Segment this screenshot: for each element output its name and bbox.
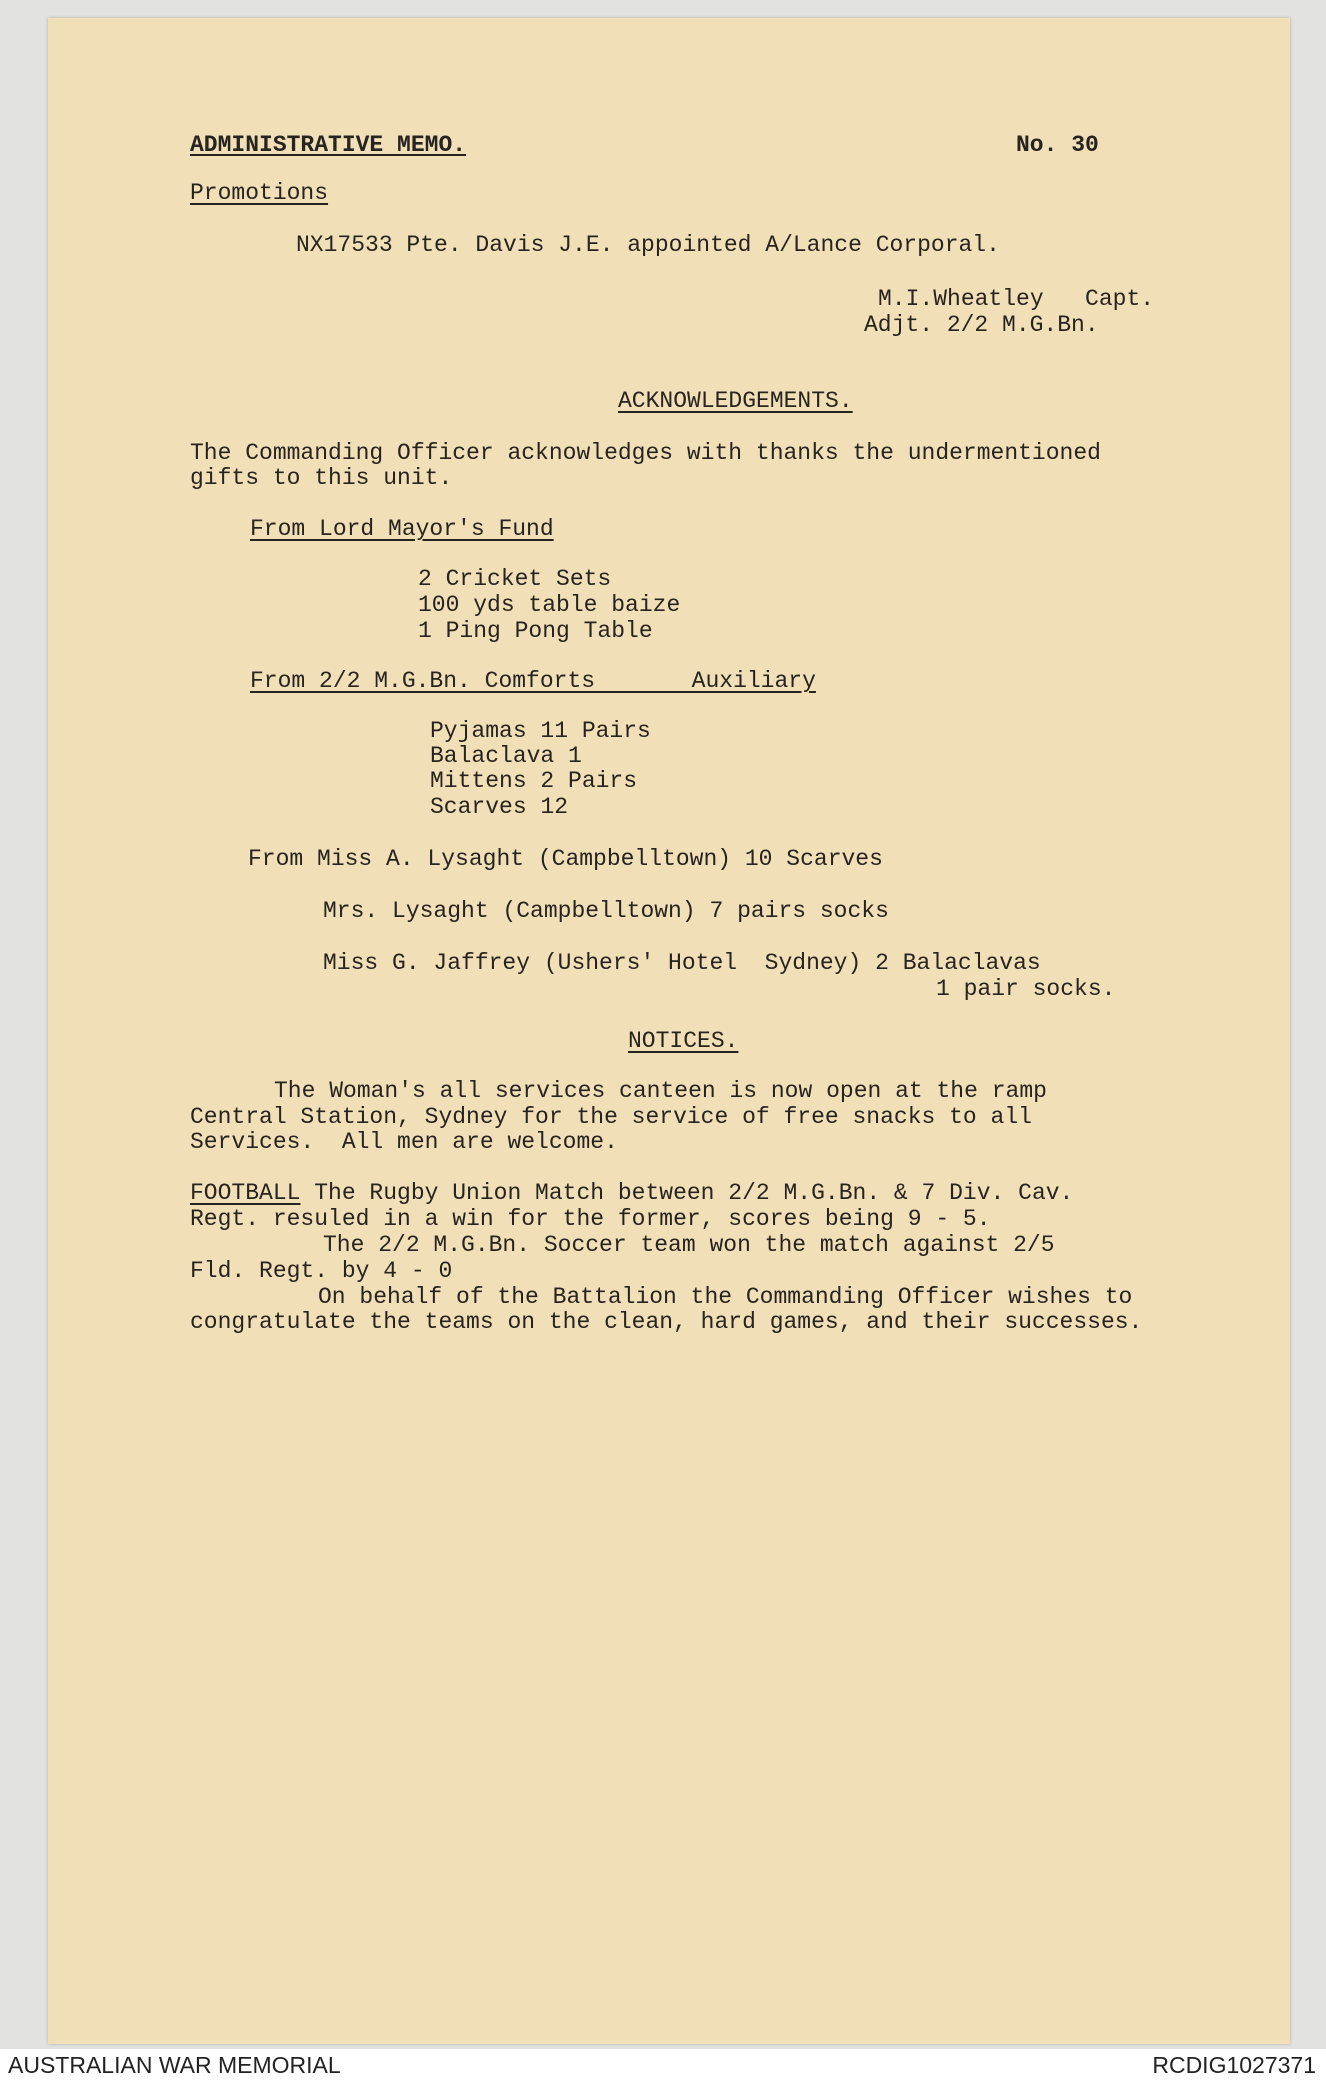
archive-footer bbox=[0, 2049, 1326, 2081]
football-notice-1 bbox=[190, 1180, 1073, 1206]
gift-item: 1 Ping Pong Table bbox=[418, 618, 653, 644]
football-text: The Rugby Union Match between 2/2 M.G.Bn. & 7 Div. Cav. bbox=[300, 1180, 1074, 1206]
lord-mayor-heading: From Lord Mayor's Fund bbox=[250, 516, 554, 542]
gift-lysaght-miss: From Miss A. Lysaght (Campbelltown) 10 Scarves bbox=[248, 846, 883, 872]
archive-reference: RCDIG1027371 bbox=[1152, 2052, 1316, 2078]
gift-lysaght-mrs: Mrs. Lysaght (Campbelltown) 7 pairs socks bbox=[323, 898, 889, 924]
football-notice-6: congratulate the teams on the clean, hard games, and their successes. bbox=[190, 1309, 1143, 1335]
notices-heading: NOTICES. bbox=[628, 1028, 739, 1054]
acknowledgements-heading: ACKNOWLEDGEMENTS. bbox=[618, 388, 853, 414]
document-page bbox=[48, 18, 1290, 2044]
gift-item: Pyjamas 11 Pairs bbox=[430, 718, 651, 744]
gift-item: 100 yds table baize bbox=[418, 592, 681, 618]
memo-title: ADMINISTRATIVE MEMO. bbox=[190, 132, 467, 158]
promotions-heading: Promotions bbox=[190, 180, 329, 206]
gift-item: Mittens 2 Pairs bbox=[430, 768, 638, 794]
comforts-heading: From 2/2 M.G.Bn. Comforts Auxiliary bbox=[250, 668, 816, 694]
acknowledgements-intro-1: The Commanding Officer acknowledges with thanks the undermentioned bbox=[190, 440, 1101, 466]
gift-jaffrey-socks: 1 pair socks. bbox=[936, 976, 1116, 1002]
gift-jaffrey: Miss G. Jaffrey (Ushers' Hotel Sydney) 2 Balaclavas bbox=[323, 950, 1041, 976]
archive-name: AUSTRALIAN WAR MEMORIAL bbox=[8, 2052, 341, 2078]
promotion-entry: NX17533 Pte. Davis J.E. appointed A/Lance Corporal. bbox=[296, 232, 1000, 258]
football-notice-3: The 2/2 M.G.Bn. Soccer team won the match against 2/5 bbox=[323, 1232, 1055, 1258]
gift-item: Scarves 12 bbox=[430, 794, 569, 820]
canteen-notice-3: Services. All men are welcome. bbox=[190, 1129, 618, 1155]
signatory-name: M.I.Wheatley Capt. bbox=[878, 286, 1155, 312]
football-notice-5: On behalf of the Battalion the Commanding Officer wishes to bbox=[318, 1284, 1133, 1310]
canteen-notice-2: Central Station, Sydney for the service of free snacks to all bbox=[190, 1104, 1032, 1130]
gift-item: Balaclava 1 bbox=[430, 743, 582, 769]
signatory-appointment: Adjt. 2/2 M.G.Bn. bbox=[864, 312, 1099, 338]
football-label: FOOTBALL bbox=[190, 1180, 301, 1206]
acknowledgements-intro-2: gifts to this unit. bbox=[190, 465, 453, 491]
canteen-notice-1: The Woman's all services canteen is now open at the ramp bbox=[274, 1078, 1047, 1104]
memo-number: No. 30 bbox=[1016, 132, 1099, 158]
gift-item: 2 Cricket Sets bbox=[418, 566, 612, 592]
football-notice-2: Regt. resuled in a win for the former, scores being 9 - 5. bbox=[190, 1206, 991, 1232]
football-notice-4: Fld. Regt. by 4 - 0 bbox=[190, 1258, 453, 1284]
